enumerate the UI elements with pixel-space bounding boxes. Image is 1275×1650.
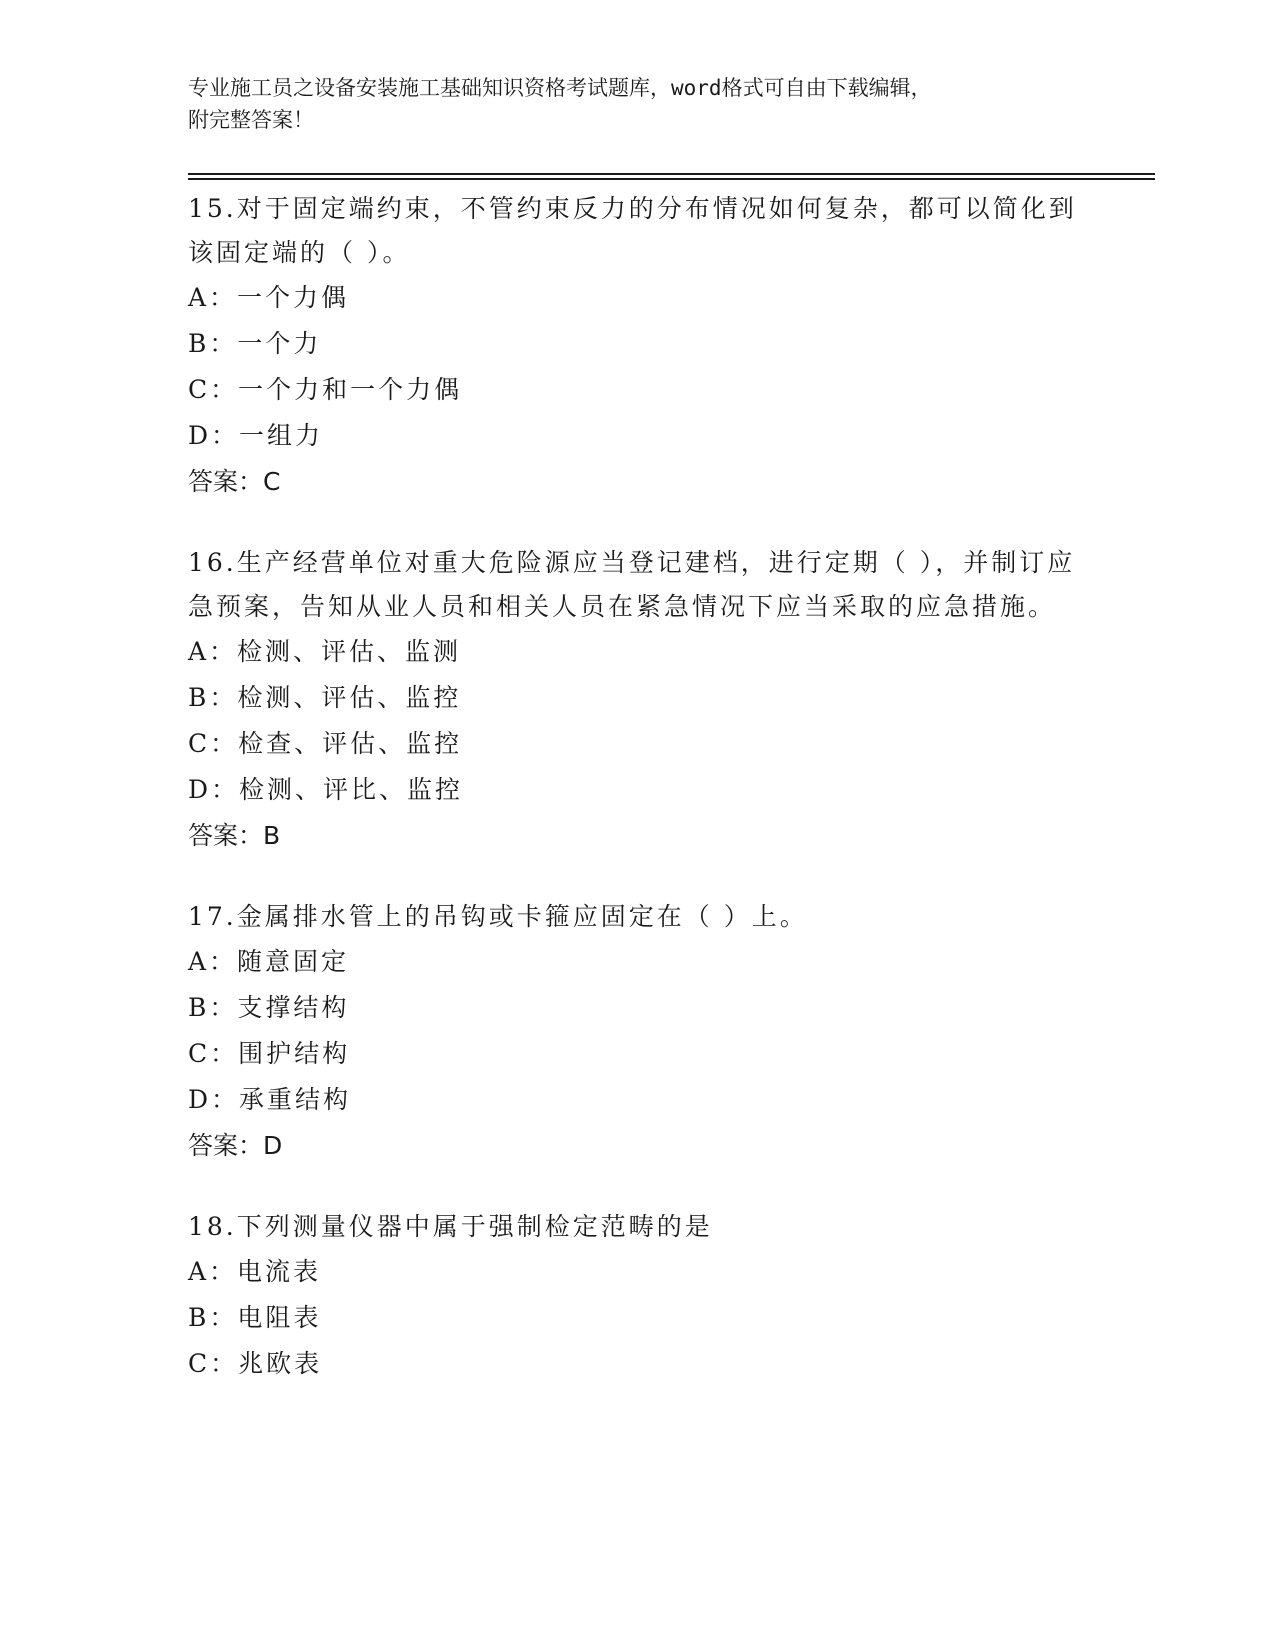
option-c: C：围护结构	[188, 1039, 351, 1068]
option-d: D：检测、评比、监控	[188, 775, 464, 804]
option-b: B：支撑结构	[188, 993, 350, 1022]
option-a: A：一个力偶	[188, 283, 350, 312]
option-b: B：一个力	[188, 329, 322, 358]
option-c: C：检查、评估、监控	[188, 729, 463, 758]
answer: 答案：B	[188, 821, 281, 850]
answer: 答案：D	[188, 1131, 283, 1160]
header-line-2: 附完整答案！	[188, 108, 314, 132]
header-divider-bottom	[188, 178, 1155, 180]
question-stem: 16.生产经营单位对重大危险源应当登记建档，进行定期（ ），并制订应急预案，告知从业人员和相关人员在紧急情况下应当采取的应急措施。	[188, 548, 1076, 621]
question-stem: 17.金属排水管上的吊钩或卡箍应固定在（ ）上。	[188, 902, 808, 931]
answer: 答案：C	[188, 467, 281, 496]
document-header	[188, 72, 1088, 136]
question-stem: 15.对于固定端约束，不管约束反力的分布情况如何复杂，都可以简化到该固定端的（ ）。	[188, 194, 1077, 267]
question-list	[188, 187, 1088, 1423]
option-b: B：检测、评估、监控	[188, 683, 462, 712]
question-15	[188, 187, 1088, 505]
question-stem: 18.下列测量仪器中属于强制检定范畴的是	[188, 1212, 713, 1241]
question-16	[188, 541, 1088, 859]
header-divider-top	[188, 173, 1155, 175]
option-d: D：一组力	[188, 421, 324, 450]
option-c: C：一个力和一个力偶	[188, 375, 463, 404]
question-18	[188, 1205, 1088, 1387]
question-17	[188, 895, 1088, 1169]
header-line-1: 专业施工员之设备安装施工基础知识资格考试题库，word格式可自由下载编辑，	[188, 76, 932, 100]
option-a: A：电流表	[188, 1257, 322, 1286]
option-a: A：检测、评估、监测	[188, 637, 462, 666]
option-d: D：承重结构	[188, 1085, 352, 1114]
option-c: C：兆欧表	[188, 1349, 323, 1378]
option-b: B：电阻表	[188, 1303, 322, 1332]
option-a: A：随意固定	[188, 947, 350, 976]
